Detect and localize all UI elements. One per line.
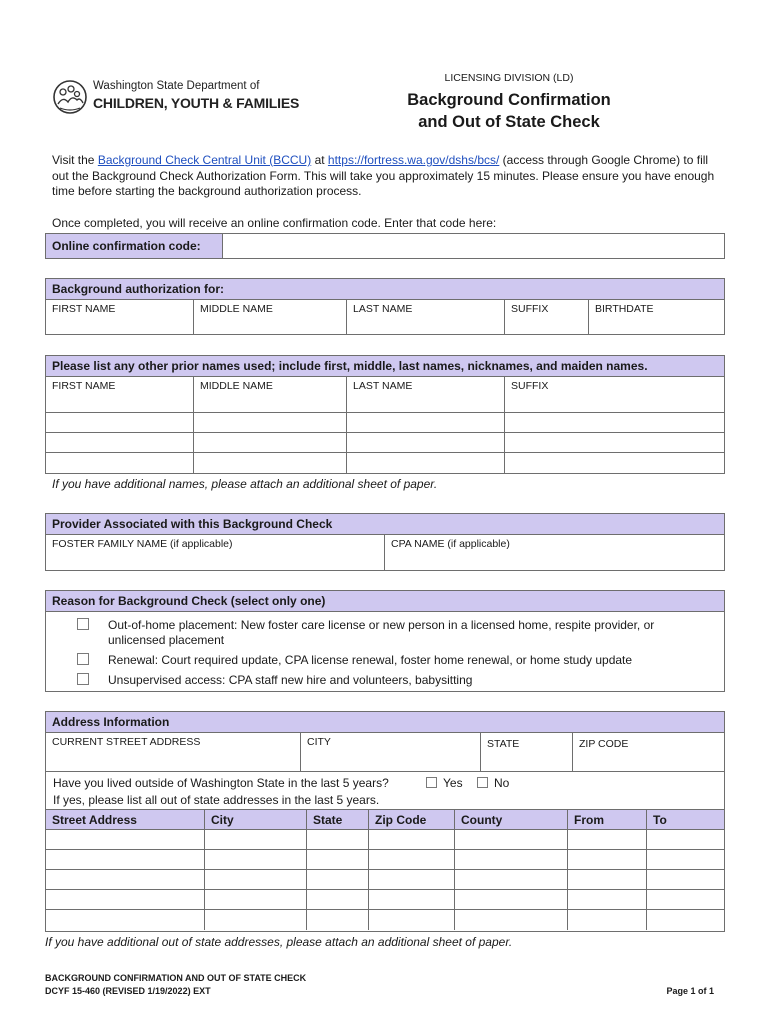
out-of-state-address-cell[interactable] — [568, 910, 647, 930]
out-of-state-question: Have you lived outside of Washington State in the last 5 years? — [53, 776, 389, 790]
logo-agency-name: CHILDREN, YOUTH & FAMILIES — [93, 95, 300, 111]
reason-out-of-home-checkbox[interactable] — [77, 618, 89, 630]
prior-suffix-header: SUFFIX — [505, 376, 724, 413]
footer-form-info — [45, 972, 306, 998]
intro-at-text: at — [311, 153, 328, 167]
out-of-state-question-row — [46, 772, 724, 810]
out-of-state-address-cell[interactable] — [455, 830, 568, 850]
out-of-state-address-cell[interactable] — [568, 870, 647, 890]
out-of-state-address-cell[interactable] — [307, 890, 369, 910]
fortress-url-link[interactable]: https://fortress.wa.gov/dshs/bcs/ — [327, 153, 500, 167]
prior-last-name-header: LAST NAME — [347, 376, 505, 413]
auth-suffix-field[interactable]: SUFFIX — [505, 299, 589, 335]
prior-names-note: If you have additional names, please attach an additional sheet of paper. — [52, 477, 438, 491]
confirmation-code-label: Online confirmation code: — [46, 234, 223, 258]
prior-name-cell[interactable] — [46, 453, 194, 473]
form-title-line1: Background Confirmation — [407, 91, 611, 109]
out-of-state-yes-checkbox[interactable] — [426, 777, 437, 788]
prior-names-section — [45, 355, 725, 474]
prior-first-name-header: FIRST NAME — [46, 376, 194, 413]
out-of-state-address-cell[interactable] — [647, 890, 724, 910]
logo-department-line: Washington State Department of — [93, 80, 260, 92]
out-of-state-address-cell[interactable] — [455, 870, 568, 890]
out-of-state-address-cell[interactable] — [568, 830, 647, 850]
prior-middle-name-header: MIDDLE NAME — [194, 376, 347, 413]
out-of-state-address-cell[interactable] — [307, 850, 369, 870]
reason-header: Reason for Background Check (select only one) — [46, 591, 724, 612]
prior-name-cell[interactable] — [46, 433, 194, 453]
prior-name-cell[interactable] — [347, 433, 505, 453]
out-of-state-yes-label: Yes — [443, 776, 463, 790]
footer-form-number: DCYF 15-460 (REVISED 1/19/2022) EXT — [45, 986, 211, 996]
out-of-state-no-checkbox[interactable] — [477, 777, 488, 788]
out-of-state-address-cell[interactable] — [205, 910, 307, 930]
col-zip-code: Zip Code — [369, 810, 455, 830]
reason-out-of-home-line2: unlicensed placement — [108, 632, 225, 647]
col-street-address: Street Address — [46, 810, 205, 830]
out-of-state-address-cell[interactable] — [455, 890, 568, 910]
bccu-link[interactable]: Background Check Central Unit (BCCU) — [97, 153, 312, 167]
out-of-state-address-cell[interactable] — [205, 830, 307, 850]
reason-unsupervised-access-checkbox[interactable] — [77, 673, 89, 685]
prior-name-cell[interactable] — [194, 453, 347, 473]
intro-rest-text: (access through Google Chrome) to fill out the Background Check Authorization Form. This will take you approximately 15 minutes. Please ensure you have enough time before starting the background authorization process. — [52, 153, 715, 198]
col-county: County — [455, 810, 568, 830]
footer-page-number: Page 1 of 1 — [666, 986, 714, 996]
prior-name-cell[interactable] — [347, 413, 505, 433]
prior-name-cell[interactable] — [505, 413, 724, 433]
out-of-state-address-cell[interactable] — [307, 830, 369, 850]
intro-paragraph — [52, 153, 720, 200]
authorization-header: Background authorization for: — [46, 279, 724, 300]
prior-names-header: Please list any other prior names used; include first, middle, last names, nicknames, and maiden names. — [46, 356, 724, 377]
form-title-line2: and Out of State Check — [418, 113, 600, 131]
out-of-state-address-cell[interactable] — [369, 890, 455, 910]
out-of-state-address-cell[interactable] — [205, 850, 307, 870]
dcyf-seal-icon — [52, 78, 88, 118]
confirmation-code-row — [45, 233, 725, 259]
reason-unsupervised-access-label: Unsupervised access: CPA staff new hire and volunteers, babysitting — [108, 673, 473, 687]
out-of-state-address-cell[interactable] — [568, 850, 647, 870]
out-of-state-address-cell[interactable] — [46, 910, 205, 930]
current-street-address-field[interactable]: CURRENT STREET ADDRESS — [46, 732, 301, 772]
col-city: City — [205, 810, 307, 830]
out-of-state-address-cell[interactable] — [455, 910, 568, 930]
col-to: To — [647, 810, 724, 830]
auth-last-name-field[interactable]: LAST NAME — [347, 299, 505, 335]
reason-section — [45, 590, 725, 692]
out-of-state-address-cell[interactable] — [647, 910, 724, 930]
reason-out-of-home-label — [108, 618, 718, 647]
out-of-state-address-cell[interactable] — [369, 870, 455, 890]
out-of-state-address-cell[interactable] — [369, 850, 455, 870]
current-city-field[interactable]: CITY — [301, 732, 481, 772]
auth-first-name-field[interactable]: FIRST NAME — [46, 299, 194, 335]
reason-renewal-checkbox[interactable] — [77, 653, 89, 665]
out-of-state-address-cell[interactable] — [369, 830, 455, 850]
out-of-state-address-cell[interactable] — [647, 870, 724, 890]
form-title — [370, 89, 648, 133]
out-of-state-address-cell[interactable] — [205, 870, 307, 890]
auth-birthdate-field[interactable]: BIRTHDATE — [595, 303, 654, 315]
prior-name-cell[interactable] — [347, 453, 505, 473]
prior-name-cell[interactable] — [194, 413, 347, 433]
out-of-state-address-cell[interactable] — [205, 890, 307, 910]
prior-name-cell[interactable] — [194, 433, 347, 453]
footer-form-title: BACKGROUND CONFIRMATION AND OUT OF STATE CHECK — [45, 973, 307, 983]
out-of-state-address-cell[interactable] — [568, 890, 647, 910]
out-of-state-address-cell[interactable] — [647, 830, 724, 850]
cpa-name-field[interactable]: CPA NAME (if applicable) — [391, 538, 510, 550]
intro-visit-text: Visit the — [52, 153, 98, 167]
current-state-field[interactable]: STATE — [481, 732, 573, 772]
out-of-state-address-cell[interactable] — [46, 830, 205, 850]
confirmation-code-input[interactable] — [223, 234, 724, 258]
out-of-state-instruction: If yes, please list all out of state addresses in the last 5 years. — [53, 793, 380, 807]
prior-name-cell[interactable] — [46, 413, 194, 433]
authorization-section — [45, 278, 725, 335]
reason-renewal-label: Renewal: Court required update, CPA license renewal, foster home renewal, or home study update — [108, 653, 633, 667]
provider-section — [45, 513, 725, 571]
col-from: From — [568, 810, 647, 830]
once-completed-text: Once completed, you will receive an online confirmation code. Enter that code here: — [52, 216, 497, 230]
out-of-state-address-cell[interactable] — [46, 850, 205, 870]
out-of-state-table — [46, 810, 724, 931]
address-header: Address Information — [46, 712, 724, 733]
prior-name-cell[interactable] — [505, 433, 724, 453]
out-of-state-address-cell[interactable] — [455, 850, 568, 870]
out-of-state-address-cell[interactable] — [369, 910, 455, 930]
out-of-state-address-cell[interactable] — [307, 870, 369, 890]
prior-name-cell[interactable] — [505, 453, 724, 473]
division-label: LICENSING DIVISION (LD) — [444, 72, 574, 84]
out-of-state-no-label: No — [494, 776, 510, 790]
reason-out-of-home-line1: Out-of-home placement: New foster care license or new person in a licensed home, respite provider, or — [108, 618, 655, 632]
out-of-state-address-cell[interactable] — [46, 870, 205, 890]
foster-family-name-field[interactable]: FOSTER FAMILY NAME (if applicable) — [46, 534, 385, 570]
auth-middle-name-field[interactable]: MIDDLE NAME — [194, 299, 347, 335]
provider-header: Provider Associated with this Background Check — [46, 514, 724, 535]
out-of-state-address-cell[interactable] — [647, 850, 724, 870]
address-note: If you have additional out of state addresses, please attach an additional sheet of paper. — [45, 935, 513, 949]
address-section — [45, 711, 725, 932]
current-zip-code-field[interactable]: ZIP CODE — [573, 732, 724, 772]
col-state: State — [307, 810, 369, 830]
out-of-state-address-cell[interactable] — [307, 910, 369, 930]
out-of-state-address-cell[interactable] — [46, 890, 205, 910]
dcyf-logo — [52, 76, 300, 120]
